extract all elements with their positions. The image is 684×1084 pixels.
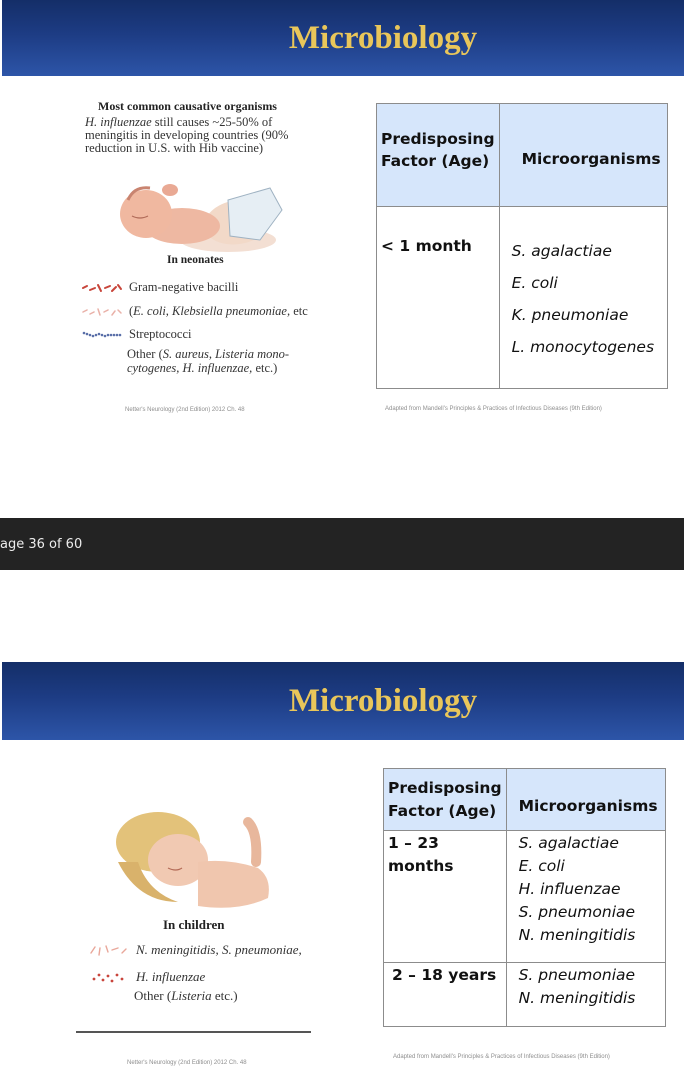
table-header-factor: Predisposing Factor (Age)	[377, 104, 500, 207]
slide-2-title-banner	[2, 662, 684, 740]
slide-2	[0, 662, 684, 1084]
other-suffix: etc.)	[252, 361, 278, 375]
figure-heading: Most common causative organisms	[98, 99, 277, 113]
organism: S. pneumoniae	[518, 966, 636, 984]
intro-text: still causes ~25-50% of meningitis in developing countries (90% reduction in U.S. with Hib vaccine)	[85, 115, 289, 155]
other-suffix: etc.)	[211, 988, 238, 1003]
intro-italic: H. influenzae	[85, 115, 152, 129]
children-label: In children	[163, 917, 225, 932]
legend-other	[127, 347, 327, 375]
faint-bacteria-icon	[88, 943, 130, 957]
legend-streptococci	[81, 327, 191, 342]
streptococci-chain-icon	[81, 329, 123, 341]
organism: K. pneumoniae	[511, 306, 629, 324]
page-indicator: age 36 of 60	[0, 537, 83, 552]
other-prefix: Other (	[134, 988, 172, 1003]
legend-other	[134, 988, 238, 1004]
table-row-organisms	[506, 963, 665, 1027]
slide-2-table-credit: Adapted from Mandell's Principles & Practices of Infectious Diseases (9th Edition)	[393, 1054, 610, 1060]
examples-rest: etc	[290, 304, 308, 318]
other-italic: Listeria	[171, 988, 212, 1003]
faint-bacilli-icon	[81, 306, 123, 318]
coccobacilli-icon	[88, 970, 130, 984]
child-illustration	[108, 802, 278, 920]
streptococci-label: Streptococci	[129, 327, 192, 341]
slide-1-figure-credit: Netter's Neurology (2nd Edition) 2012 Ch. 48	[125, 407, 245, 413]
examples-italic: E. coli, Klebsiella pneumoniae,	[133, 304, 291, 318]
organism: E. coli	[518, 857, 565, 875]
organism: N. meningitidis	[518, 989, 636, 1007]
organism: S. agalactiae	[511, 242, 612, 260]
slide-2-figure-credit: Netter's Neurology (2nd Edition) 2012 Ch. 48	[127, 1060, 247, 1066]
table-row-age: 1 – 23 months	[384, 831, 507, 963]
legend-line-1	[88, 942, 302, 958]
table-row-organisms	[499, 207, 667, 389]
slide-1-table	[376, 103, 668, 389]
legend-line-1-text: N. meningitidis, S. pneumoniae,	[136, 942, 302, 957]
table-row-age: < 1 month	[377, 207, 500, 389]
legend-gram-negative-examples	[81, 304, 308, 319]
figure-divider	[76, 1031, 311, 1033]
organism: L. monocytogenes	[511, 338, 655, 356]
gram-negative-label: Gram-negative bacilli	[129, 280, 239, 294]
slide-1	[0, 0, 684, 440]
table-row-age: 2 – 18 years	[384, 963, 507, 1027]
table-header-factor: Predisposing Factor (Age)	[384, 769, 507, 831]
slide-1-table-credit: Adapted from Mandell's Principles & Practices of Infectious Diseases (9th Edition)	[385, 406, 602, 412]
slide-1-title-banner	[2, 0, 684, 76]
table-row-organisms	[506, 831, 665, 963]
table-header-organisms: Microorganisms	[506, 769, 665, 831]
organism: H. influenzae	[518, 880, 621, 898]
slide-2-table	[383, 768, 666, 1027]
organism: S. pneumoniae	[518, 903, 636, 921]
legend-line-2	[88, 969, 205, 985]
page-indicator-bar	[0, 518, 684, 570]
figure-intro	[85, 116, 325, 155]
neonate-label: In neonates	[167, 254, 224, 266]
organism: E. coli	[511, 274, 558, 292]
slide-2-title: Microbiology	[288, 683, 478, 719]
slide-1-title: Microbiology	[288, 20, 478, 56]
other-italic: S. aureus, Listeria mono-cytogenes, H. influenzae,	[127, 347, 290, 375]
other-prefix: Other (	[127, 347, 163, 361]
gram-negative-bacilli-icon	[81, 282, 123, 294]
legend-gram-negative	[81, 280, 238, 295]
table-header-organisms: Microorganisms	[499, 104, 667, 207]
organism: N. meningitidis	[518, 926, 636, 944]
legend-line-2-text: H. influenzae	[136, 969, 206, 984]
organism: S. agalactiae	[518, 834, 619, 852]
examples-open: (	[129, 304, 134, 318]
